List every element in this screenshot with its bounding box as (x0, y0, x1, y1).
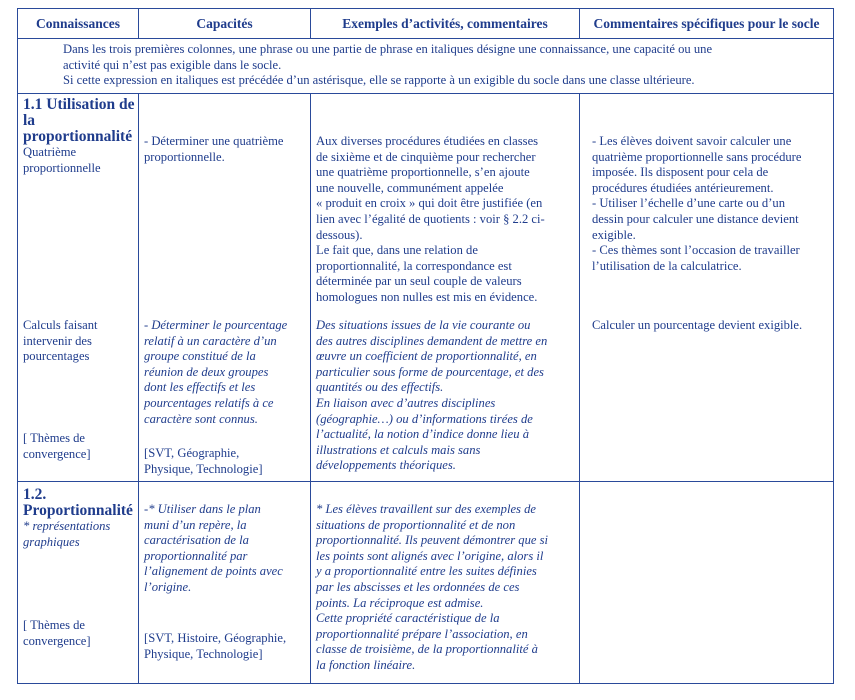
text-line: intervenir des (23, 333, 92, 348)
subtitle-line: * représentations (23, 519, 111, 533)
col-divider-3 (579, 93, 580, 683)
text-line: convergence] (23, 633, 91, 648)
text-line: proportionnelle. (144, 149, 225, 164)
header-capacites: Capacités (196, 15, 253, 31)
themes-convergence-1 (23, 431, 135, 462)
exemples-pourcentages (316, 318, 578, 474)
text-line: En liaison avec d’autres disciplines (316, 395, 496, 410)
text-line: caractérisation de la (144, 533, 249, 548)
disciplines-2 (144, 631, 308, 662)
text-line: - Ces thèmes sont l’occasion de travailler (592, 243, 800, 258)
text-line: [ Thèmes de (23, 618, 86, 632)
text-line: y a proportionnalité entre les suites définies (316, 564, 537, 579)
text-line: quantités ou des effectifs. (316, 380, 444, 395)
italics-note (63, 42, 808, 89)
note-line: Si cette expression en italiques est précédée d’un astérisque, elle se rapporte à un exigible du socle dans une classe ultérieure. (63, 73, 695, 87)
col-divider-1 (138, 93, 139, 683)
text-line: lien avec l’égalité de quotients : voir § 2.2 ci- (316, 211, 545, 226)
header-commentaires-socle: Commentaires spécifiques pour le socle (593, 15, 820, 31)
text-line: - Les élèves doivent savoir calculer une (592, 134, 792, 148)
note-line: activité qui n’est pas exigible dans le socle. (63, 57, 282, 72)
text-line: pourcentages relatifs à ce (144, 395, 274, 410)
text-line: - Déterminer une quatrième (144, 134, 284, 148)
subtitle-line: Quatrième (23, 145, 77, 159)
text-line: œuvre un coefficient de proportionnalité, en (316, 349, 537, 364)
text-line: de sixième et de cinquième pour rechercher (316, 149, 536, 164)
text-line: [SVT, Géographie, (144, 446, 240, 460)
text-line: Le fait que, dans une relation de (316, 243, 478, 258)
section-title-line: proportionnalité (23, 128, 133, 145)
text-line: points. La réciproque est admise. (316, 595, 484, 610)
text-line: -* Utiliser dans le plan (144, 502, 261, 516)
text-line: situations de proportionnalité et de non (316, 517, 516, 532)
text-line: relatif à un caractère d’un (144, 333, 277, 348)
socle-quatrieme-proportionnelle (592, 134, 832, 274)
text-line: la fonction linéaire. (316, 657, 416, 672)
section-1-1-connaissances (23, 97, 135, 176)
text-line: [SVT, Histoire, Géographie, (144, 631, 287, 645)
text-line: imposée. Ils disposent pour cela de (592, 165, 769, 180)
text-line: réunion de deux groupes (144, 364, 269, 379)
section-title-line: 1.1 Utilisation de (23, 96, 135, 113)
text-line: proportionnalité. Ils peuvent démontrer que si (316, 533, 549, 548)
text-line: muni d’un repère, la (144, 517, 247, 532)
text-line: l’origine. (144, 579, 192, 594)
capacite-pourcentage (144, 318, 308, 427)
text-line: procédures étudiées antérieurement. (592, 180, 774, 195)
text-line: illustrations et calculs mais sans (316, 442, 481, 457)
capacite-alignement (144, 502, 308, 596)
text-line: - Déterminer le pourcentage (144, 318, 288, 332)
text-line: particulier sous forme de pourcentage, et des (316, 364, 544, 379)
text-line: (géographie…) ou d’informations tirées de (316, 411, 533, 426)
themes-convergence-2 (23, 618, 135, 649)
text-line: caractère sont connus. (144, 411, 258, 426)
text-line: une quatrième proportionnelle, s’en ajoute (316, 165, 530, 180)
text-line: convergence] (23, 446, 91, 461)
section-title-line: Proportionnalité (23, 502, 133, 519)
text-line: exigible. (592, 227, 636, 242)
text-line: dessous). (316, 227, 363, 242)
text-line: Aux diverses procédures étudiées en classes (316, 134, 539, 148)
text-line: proportionnalité, la correspondance est (316, 258, 512, 273)
note-line: Dans les trois premières colonnes, une phrase ou une partie de phrase en italiques désigne une connaissance, une capacité ou une (63, 42, 713, 56)
text-line: l’utilisation de la calculatrice. (592, 258, 742, 273)
text-line: dont les effectifs et les (144, 380, 256, 395)
programme-table (17, 8, 834, 684)
note-divider (18, 93, 833, 94)
col-divider-2 (310, 93, 311, 683)
pourcentages-connaissance (23, 318, 135, 365)
text-line: proportionnalité prépare l’association, en (316, 626, 528, 641)
text-line: par les abscisses et les ordonnées de ces (316, 579, 520, 594)
section-1-2-connaissances (23, 487, 135, 550)
socle-pourcentages (592, 318, 832, 334)
exemples-representations-graphiques (316, 502, 578, 674)
text-line: Physique, Technologie] (144, 646, 263, 661)
text-line: l’actualité, la notion d’indice donne lieu à (316, 427, 529, 442)
text-line: proportionnalité par (144, 548, 248, 563)
text-line: les points sont alignés avec l’origine, alors il (316, 548, 544, 563)
text-line: Cette propriété caractéristique de la (316, 611, 500, 626)
text-line: groupe constitué de la (144, 349, 256, 364)
text-line: déterminée par un seul couple de valeurs (316, 274, 522, 289)
text-line: quatrième proportionnelle sans procédure (592, 149, 802, 164)
text-line: une nouvelle, communément appelée (316, 180, 504, 195)
exemples-quatrieme-proportionnelle (316, 134, 578, 306)
text-line: l’alignement de points avec (144, 564, 283, 579)
text-line: classe de troisième, de la proportionnalité à (316, 642, 538, 657)
text-line: Physique, Technologie] (144, 461, 263, 476)
text-line: « produit en croix » qui doit être justifiée (en (316, 196, 543, 211)
text-line: développements théoriques. (316, 458, 456, 473)
text-line: Calculer un pourcentage devient exigible. (592, 318, 803, 332)
header-exemples: Exemples d’activités, commentaires (342, 15, 548, 31)
text-line: Des situations issues de la vie courante ou (316, 318, 531, 332)
header-connaissances: Connaissances (35, 15, 121, 31)
text-line: dessin pour calculer une distance devient (592, 211, 799, 226)
subtitle-line: graphiques (23, 534, 80, 549)
capacite-quatrieme-proportionnelle (144, 134, 308, 165)
text-line: - Utiliser l’échelle d’une carte ou d’un (592, 196, 786, 211)
section-divider (18, 481, 833, 482)
section-title-line: la (23, 112, 36, 129)
text-line: * Les élèves travaillent sur des exemples de (316, 502, 536, 516)
section-title-line: 1.2. (23, 486, 47, 503)
text-line: [ Thèmes de (23, 431, 86, 445)
header-divider (18, 38, 833, 39)
text-line: des autres disciplines demandent de mettre en (316, 333, 548, 348)
text-line: pourcentages (23, 349, 90, 364)
text-line: Calculs faisant (23, 318, 98, 332)
text-line: homologues non nulles est mis en évidence. (316, 289, 538, 304)
disciplines-1 (144, 446, 308, 477)
subtitle-line: proportionnelle (23, 160, 101, 175)
